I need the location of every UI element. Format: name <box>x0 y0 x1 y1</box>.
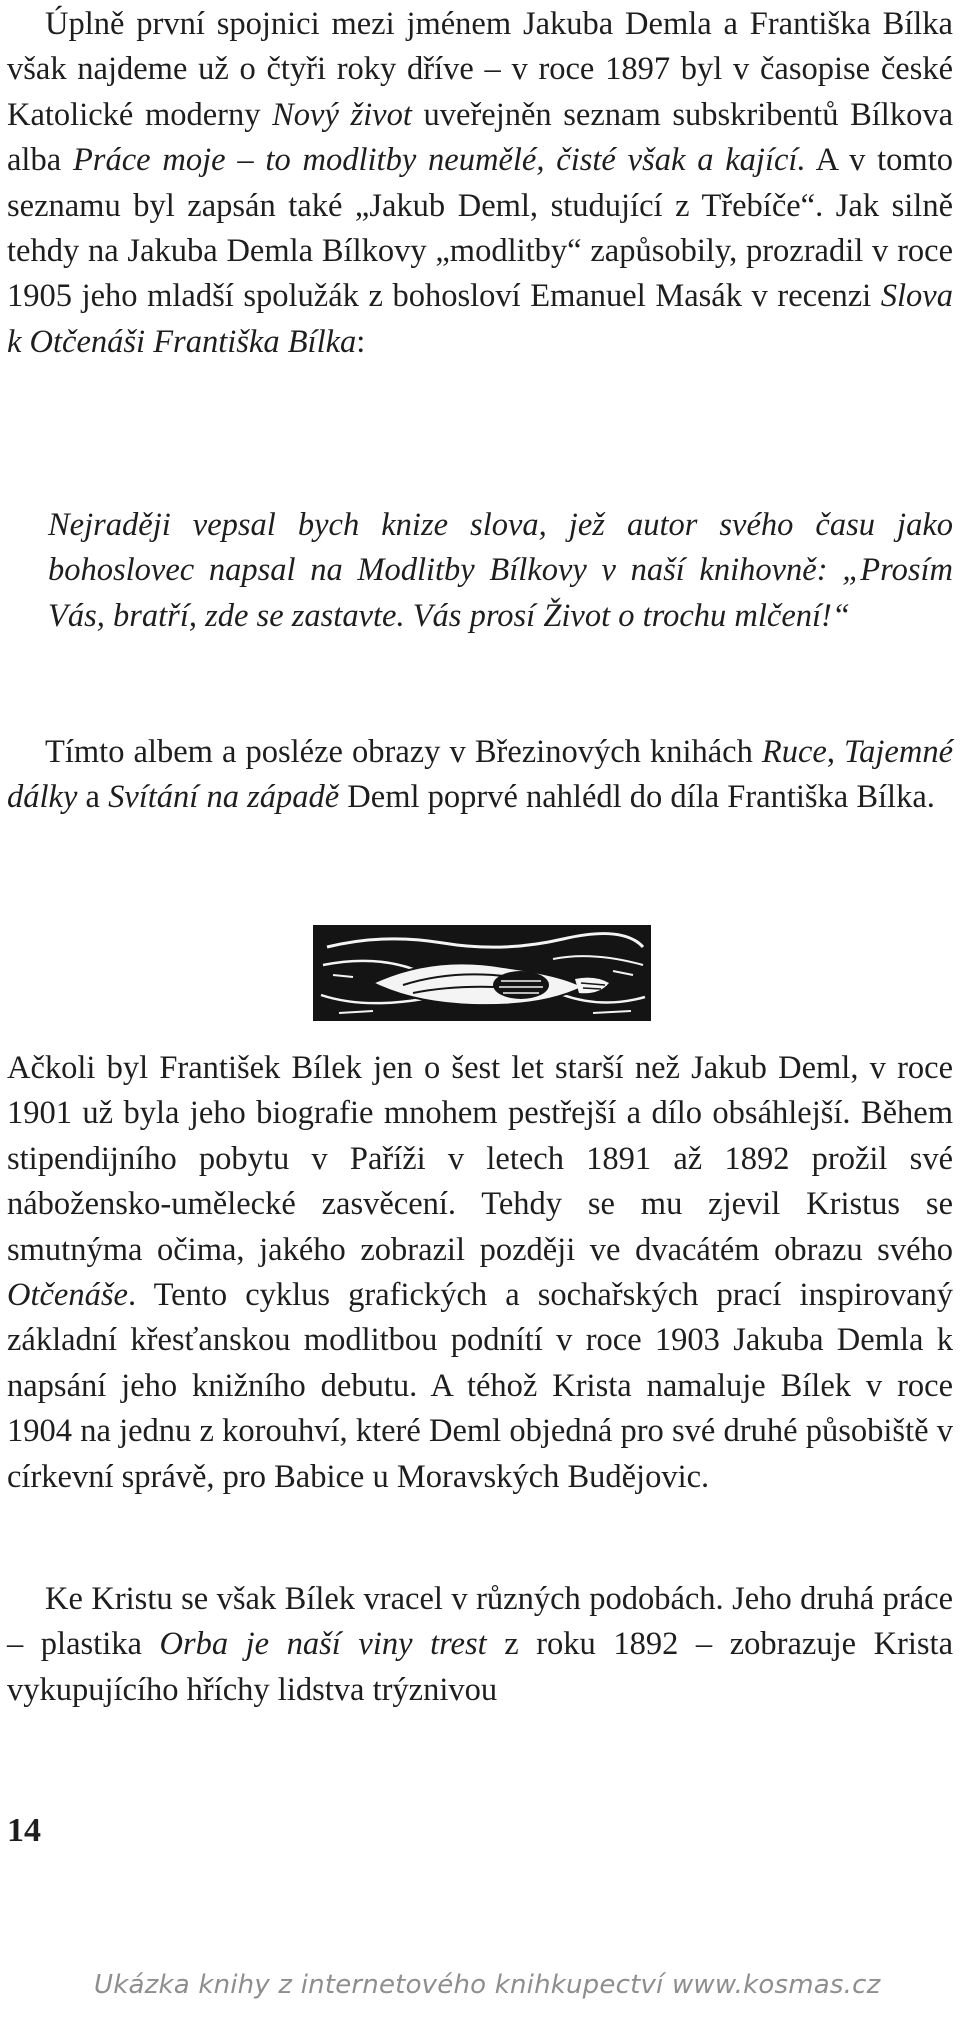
text-run: A v tomto seznamu byl zapsán také „Jakub Deml, studující z Třebíče“. Jak silně tehdy na Jakuba Demla Bílkovy „modlitby“ zapůsobily, prozradil v roce 1905 jeho mladší spolužák z bohosloví Emanuel Masák v recenzi <box>7 142 953 315</box>
paragraph-subscribers <box>7 2 953 365</box>
italic-title-prace-moje: Práce moje – to modlitby neumělé, čisté však a kající. <box>72 142 806 179</box>
paragraph-bilek-biography <box>7 1046 953 1500</box>
text-run: Tímto albem a posléze obrazy v Březinových knihách <box>45 734 762 770</box>
italic-title-tajemne-dalky: Tajemné dálky <box>7 734 953 816</box>
text-run: : <box>356 323 366 360</box>
text-run: Ačkoli byl František Bílek jen o šest let starší než Jakub Deml, v roce 1901 už byla jeho biografie mnohem pestřejší a dílo obsáhlejší. Během stipendijního pobytu v Paříži v letech 1891 až 1892 prožil své nábožensko-umělecké zasvěcení. Tehdy se mu zjevil Kristus se smutnýma očima, jakého zobrazil později ve dvacátém obrazu svého <box>7 1050 953 1268</box>
italic-title-svitani-na-zapade: Svítání na západě <box>108 779 340 816</box>
text-run: z roku 1892 – zobrazuje Krista vykupujícího hříchy lidstva trýznivou <box>7 1626 954 1708</box>
text-run: Úplně první spojnici mezi jménem Jakuba Demla a Františka Bílka však najdeme už o čtyři roky dříve – v roce 1897 byl v časopise české Katolické moderny <box>7 6 953 133</box>
text-run: a <box>77 779 109 816</box>
paragraph-brezina-books <box>7 730 953 821</box>
block-quote: Nejraději vepsal bych knize slova, jež autor svého času jako bohoslovec napsal na Modlitby Bílkovy v naší knihovně: „Prosím Vás, bratří, zde se zastavte. Vás prosí Život o trochu mlčení!“ <box>48 507 953 634</box>
woodcut-illustration <box>313 925 651 1021</box>
italic-title-otcenase: Otčenáše <box>7 1277 128 1314</box>
paragraph-christ-forms <box>7 1577 953 1713</box>
italic-title-slova-k-otcenasi: Slova k Otčenáši Františka Bílka <box>7 278 953 360</box>
text-run: Deml poprvé nahlédl do díla Františka Bílka. <box>339 779 935 816</box>
italic-title-ruce: Ruce <box>761 734 827 770</box>
italic-title-orba: Orba je naší viny trest <box>159 1626 487 1663</box>
italic-title-novy-zivot: Nový život <box>272 96 412 133</box>
text-run: uveřejněn seznam subskribentů Bílkova alba <box>7 96 953 179</box>
text-run: . Tento cyklus grafických a sochařských prací inspirovaný základní křesťanskou modlitbou podnítí v roce 1903 Jakuba Demla k napsání jeho knižního debutu. A téhož Krista namaluje Bílek v roce 1904 na jednu z korouhví, které Deml objedná pro své druhé působiště v církevní správě, pro Babice u Moravských Budějovic. <box>7 1277 953 1495</box>
publisher-watermark: Ukázka knihy z internetového knihkupectví www.kosmas.cz <box>94 1970 881 2000</box>
page-number: 14 <box>7 1812 41 1849</box>
text-run: Ke Kristu se však Bílek vracel v různých podobách. Jeho druhá práce – plastika <box>7 1581 953 1663</box>
text-run: , <box>826 734 845 770</box>
